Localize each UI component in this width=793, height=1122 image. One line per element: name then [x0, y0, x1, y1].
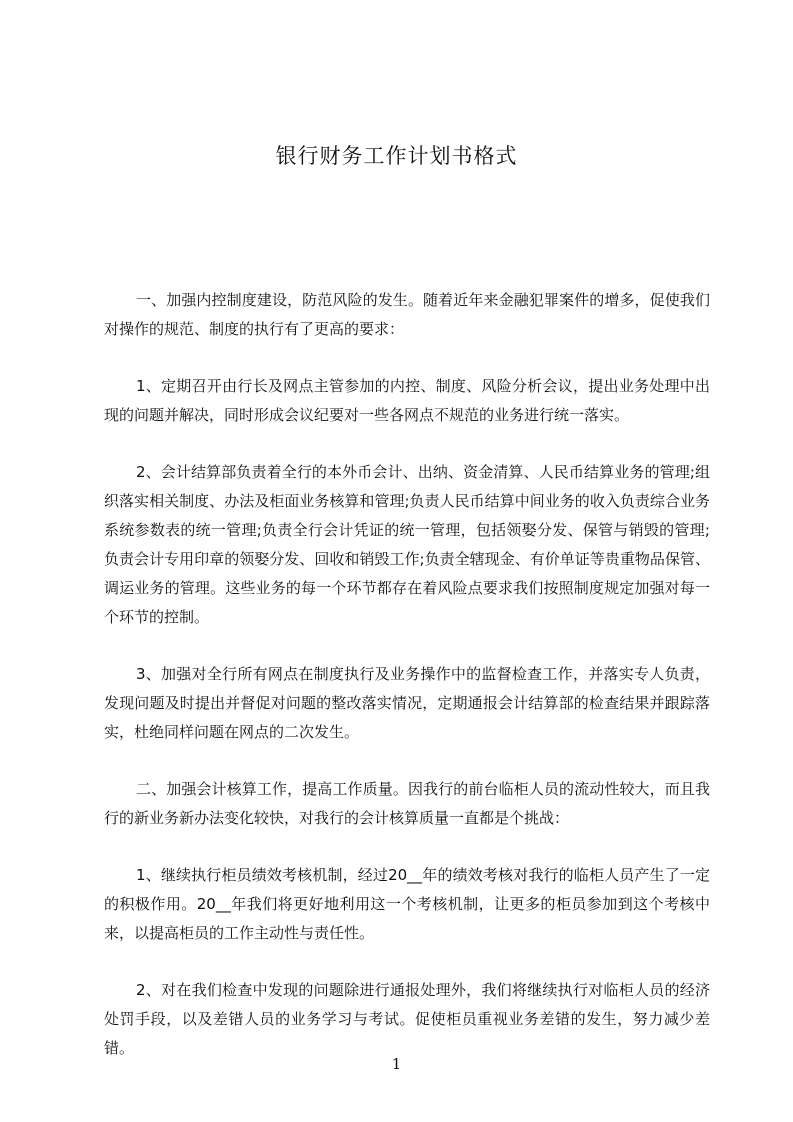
document-body	[104, 286, 710, 1091]
paragraph-1-1: 1、定期召开由行长及网点主管参加的内控、制度、风险分析会议，提出业务处理中出现的问题并解决，同时形成会议纪要对一些各网点不规范的业务进行统一落实。	[104, 377, 710, 424]
document-title: 银行财务工作计划书格式	[275, 144, 518, 168]
paragraph-2-2: 2、对在我们检查中发现的问题除进行通报处理外，我们将继续执行对临柜人员的经济处罚手段，以及差错人员的业务学习与考试。促使柜员重视业务差错的发生，努力减少差错。	[104, 981, 710, 1057]
paragraph-1-2: 2、会计结算部负责着全行的本外币会计、出纳、资金清算、人民币结算业务的管理;组织落实相关制度、办法及柜面业务核算和管理;负责人民币结算中间业务的收入负责综合业务系统参数表的统一管理;负责全行会计凭证的统一管理，包括领娶分发、保管与销毁的管理;负责会计专用印章的领娶分发、回收和销毁工作;负责全辖现金、有价单证等贵重物品保管、调运业务的管理。这些业务的每一个环节都存在着风险点要求我们按照制度规定加强对每一个环节的控制。	[104, 463, 710, 626]
paragraph-section-1-intro: 一、加强内控制度建设，防范风险的发生。随着近年来金融犯罪案件的增多，促使我们对操作的规范、制度的执行有了更高的要求：	[104, 291, 710, 338]
paragraph-2-1: 1、继续执行柜员绩效考核机制，经过20__年的绩效考核对我行的临柜人员产生了一定的积极作用。20__年我们将更好地利用这一个考核机制，让更多的柜员参加到这个考核中来，以提高柜员的工作主动性与责任性。	[104, 866, 710, 942]
paragraph-1-3: 3、加强对全行所有网点在制度执行及业务操作中的监督检查工作，并落实专人负责，发现问题及时提出并督促对问题的整改落实情况，定期通报会计结算部的检查结果并跟踪落实，杜绝同样问题在网点的二次发生。	[104, 665, 710, 741]
paragraph-section-2-intro: 二、加强会计核算工作，提高工作质量。因我行的前台临柜人员的流动性较大，而且我行的新业务新办法变化较快，对我行的会计核算质量一直都是个挑战：	[104, 780, 710, 827]
page-number: 1	[391, 1055, 402, 1073]
